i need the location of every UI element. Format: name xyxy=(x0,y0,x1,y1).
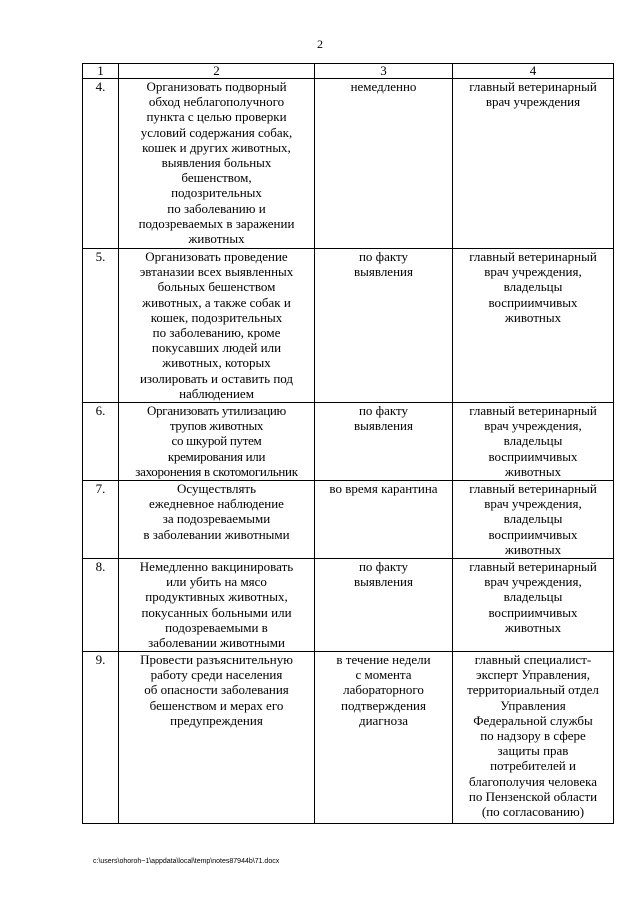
row-number: 7. xyxy=(83,481,119,559)
table-row xyxy=(83,403,614,481)
table-row xyxy=(83,481,614,559)
responsible-cell: главный специалист- эксперт Управления, территориальный отдел Управления Федеральной службы по надзору в сфере защиты прав потребителей и благополучия человека по Пензенской области (по согласованию) xyxy=(453,652,614,824)
page-number: 2 xyxy=(317,37,323,51)
column-header-4: 4 xyxy=(453,64,614,79)
action-cell: Немедленно вакцинировать или убить на мясо продуктивных животных, покусанных больными или подозреваемыми в заболевании животными xyxy=(119,559,315,652)
action-cell: Организовать утилизацию трупов животных со шкурой путем кремирования или захоронения в скотомогильник xyxy=(119,403,315,481)
term-cell: по факту выявления xyxy=(315,403,453,481)
table-row xyxy=(83,652,614,824)
table-row xyxy=(83,559,614,652)
term-cell: немедленно xyxy=(315,79,453,249)
term-cell: во время карантина xyxy=(315,481,453,559)
footer-file-path: c:\users\ohoroh~1\appdata\local\temp\notes87944b\71.docx xyxy=(93,858,280,865)
row-number: 4. xyxy=(83,79,119,249)
table-row xyxy=(83,249,614,403)
table-row xyxy=(83,79,614,249)
responsible-cell: главный ветеринарный врач учреждения, владельцы восприимчивых животных xyxy=(453,559,614,652)
action-cell: Осуществлять ежедневное наблюдение за подозреваемыми в заболевании животными xyxy=(119,481,315,559)
measures-table xyxy=(82,63,614,824)
responsible-cell: главный ветеринарный врач учреждения, владельцы восприимчивых животных xyxy=(453,249,614,403)
table-header-row xyxy=(83,64,614,79)
action-cell: Организовать проведение эвтаназии всех выявленных больных бешенством животных, а также собак и кошек, подозрительных по заболеванию, кроме покусавших людей или животных, которых изолировать и оставить под наблюдением xyxy=(119,249,315,403)
column-header-1: 1 xyxy=(83,64,119,79)
row-number: 6. xyxy=(83,403,119,481)
term-cell: по факту выявления xyxy=(315,559,453,652)
row-number: 8. xyxy=(83,559,119,652)
action-cell: Организовать подворный обход неблагополучного пункта с целью проверки условий содержания собак, кошек и других животных, выявления больных бешенством, подозрительных по заболеванию и подозреваемых в заражении животных xyxy=(119,79,315,249)
column-header-2: 2 xyxy=(119,64,315,79)
term-cell: в течение недели с момента лабораторного подтверждения диагноза xyxy=(315,652,453,824)
term-cell: по факту выявления xyxy=(315,249,453,403)
responsible-cell: главный ветеринарный врач учреждения xyxy=(453,79,614,249)
row-number: 5. xyxy=(83,249,119,403)
row-number: 9. xyxy=(83,652,119,824)
responsible-cell: главный ветеринарный врач учреждения, владельцы восприимчивых животных xyxy=(453,403,614,481)
responsible-cell: главный ветеринарный врач учреждения, владельцы восприимчивых животных xyxy=(453,481,614,559)
action-cell: Провести разъяснительную работу среди населения об опасности заболевания бешенством и мерах его предупреждения xyxy=(119,652,315,824)
column-header-3: 3 xyxy=(315,64,453,79)
